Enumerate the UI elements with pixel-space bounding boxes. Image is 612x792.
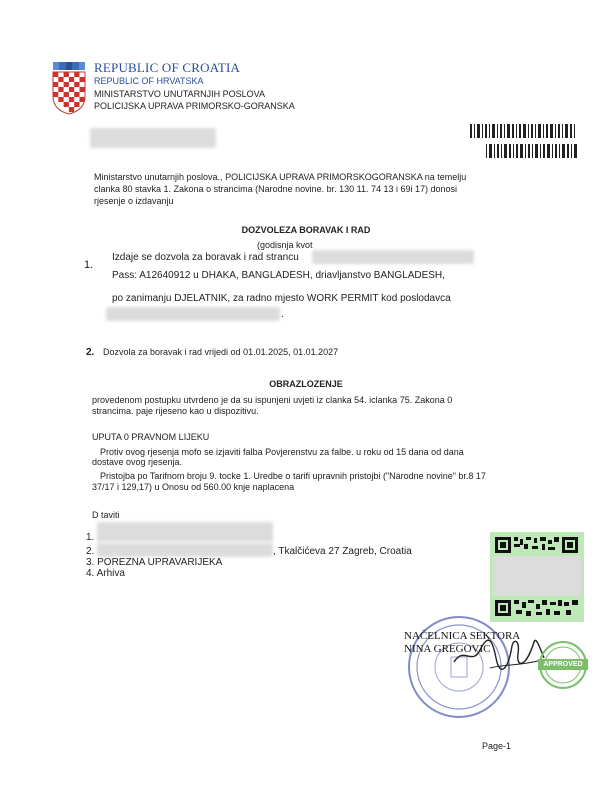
item-2-text: Dozvola za boravak i rad vrijedi od 01.01.2025, 01.01.2027	[103, 347, 339, 357]
item-1-line-2: Pass: A12640912 u DHAKA, BANGLADESH, driavljanstvo BANGLADESH,	[112, 270, 445, 281]
item-1-number: 1.	[84, 259, 94, 271]
legal-title: UPUTA 0 PRAVNOM LIJEKU	[92, 432, 210, 442]
item-1-line-1: Izdaje se dozvola za boravak i rad strancu	[112, 252, 299, 263]
reasoning-line-1: provedenom postupku utvrdeno je da su ispunjeni uvjeti iz clanka 54. iclanka 75. Zakona 0	[92, 395, 453, 405]
intro-line-3: rjesenje o izdavanju	[94, 196, 174, 206]
reasoning-line-2: strancima. paje rijeseno kao u dispozitivu.	[92, 406, 259, 416]
delivery-item-3: 3. POREZNA UPRAVARIJEKA	[86, 557, 223, 568]
item-1-line-3-end: .	[281, 309, 284, 320]
item-1-line-3: po zanimanju DJELATNIK, za radno mjesto WORK PERMIT kod poslodavca	[112, 293, 451, 304]
legal-line-3: Pristojba po Tarifnom broju 9. tocke 1. Uredbe o tarifi upravnih pristojbi ("Narodne novine" br.8 17	[100, 471, 486, 481]
approved-stamp	[538, 640, 588, 690]
coat-of-arms-icon	[50, 58, 88, 116]
delivery-title: D taviti	[92, 510, 120, 520]
document-subtitle: (godisnja kvot	[257, 240, 313, 250]
redacted-delivery-1	[97, 522, 273, 542]
signatory-name: NINA GREGOVIC	[404, 643, 491, 655]
barcode-icon	[468, 122, 580, 164]
redacted-recipient	[90, 128, 216, 148]
legal-line-2: dostave ovog rjesenja.	[92, 457, 183, 467]
redacted-name	[312, 250, 474, 264]
ministry-name: MINISTARSTVO UNUTARNJIH POSLOVA	[94, 89, 266, 99]
reasoning-title: OBRAZLOZENJE	[269, 379, 343, 389]
page-number: Page-1	[482, 741, 512, 751]
intro-line-2: clanka 80 stavka 1. Zakona o strancima (Narodne novine. br. 130 11. 74 13 i 69i 17) donosi	[94, 184, 458, 194]
police-department: POLICIJSKA UPRAVA PRIMORSKO-GORANSKA	[94, 101, 295, 111]
qr-code-icon	[490, 532, 584, 622]
delivery-item-2-address: , Tkalčićeva 27 Zagreb, Croatia	[273, 546, 412, 557]
handwritten-signature-icon	[450, 628, 550, 676]
delivery-item-1: 1.	[86, 532, 95, 543]
legal-line-1: Protiv ovog rjesenja mofo se izjaviti falba Povjerenstvu za falbe. u roku od 15 dana od dana	[100, 447, 464, 457]
delivery-item-2-number: 2.	[86, 546, 95, 557]
signatory-role: NAČELNICA SEKTORA	[404, 630, 521, 642]
intro-line-1: Ministarstvo unutarnjih poslova., POLICIJSKA UPRAVA PRIMORSKOGORANSKA na temelju	[94, 172, 467, 182]
redacted-delivery-2	[97, 543, 273, 557]
legal-line-4: 37/17 i 129,17) u Onosu od 560.00 knje naplacena	[92, 482, 295, 492]
delivery-item-4: 4. Arhiva	[86, 568, 125, 579]
item-2-number: 2.	[86, 347, 95, 358]
approved-stamp-label: APPROVED	[538, 659, 588, 670]
redacted-employer	[106, 307, 280, 321]
country-title: REPUBLIC OF CROATIA	[94, 60, 241, 75]
document-title: DOZVOLEZA BORAVAK I RAD	[241, 225, 371, 235]
country-subtitle: REPUBLIC OF HRVATSKA	[94, 76, 204, 86]
